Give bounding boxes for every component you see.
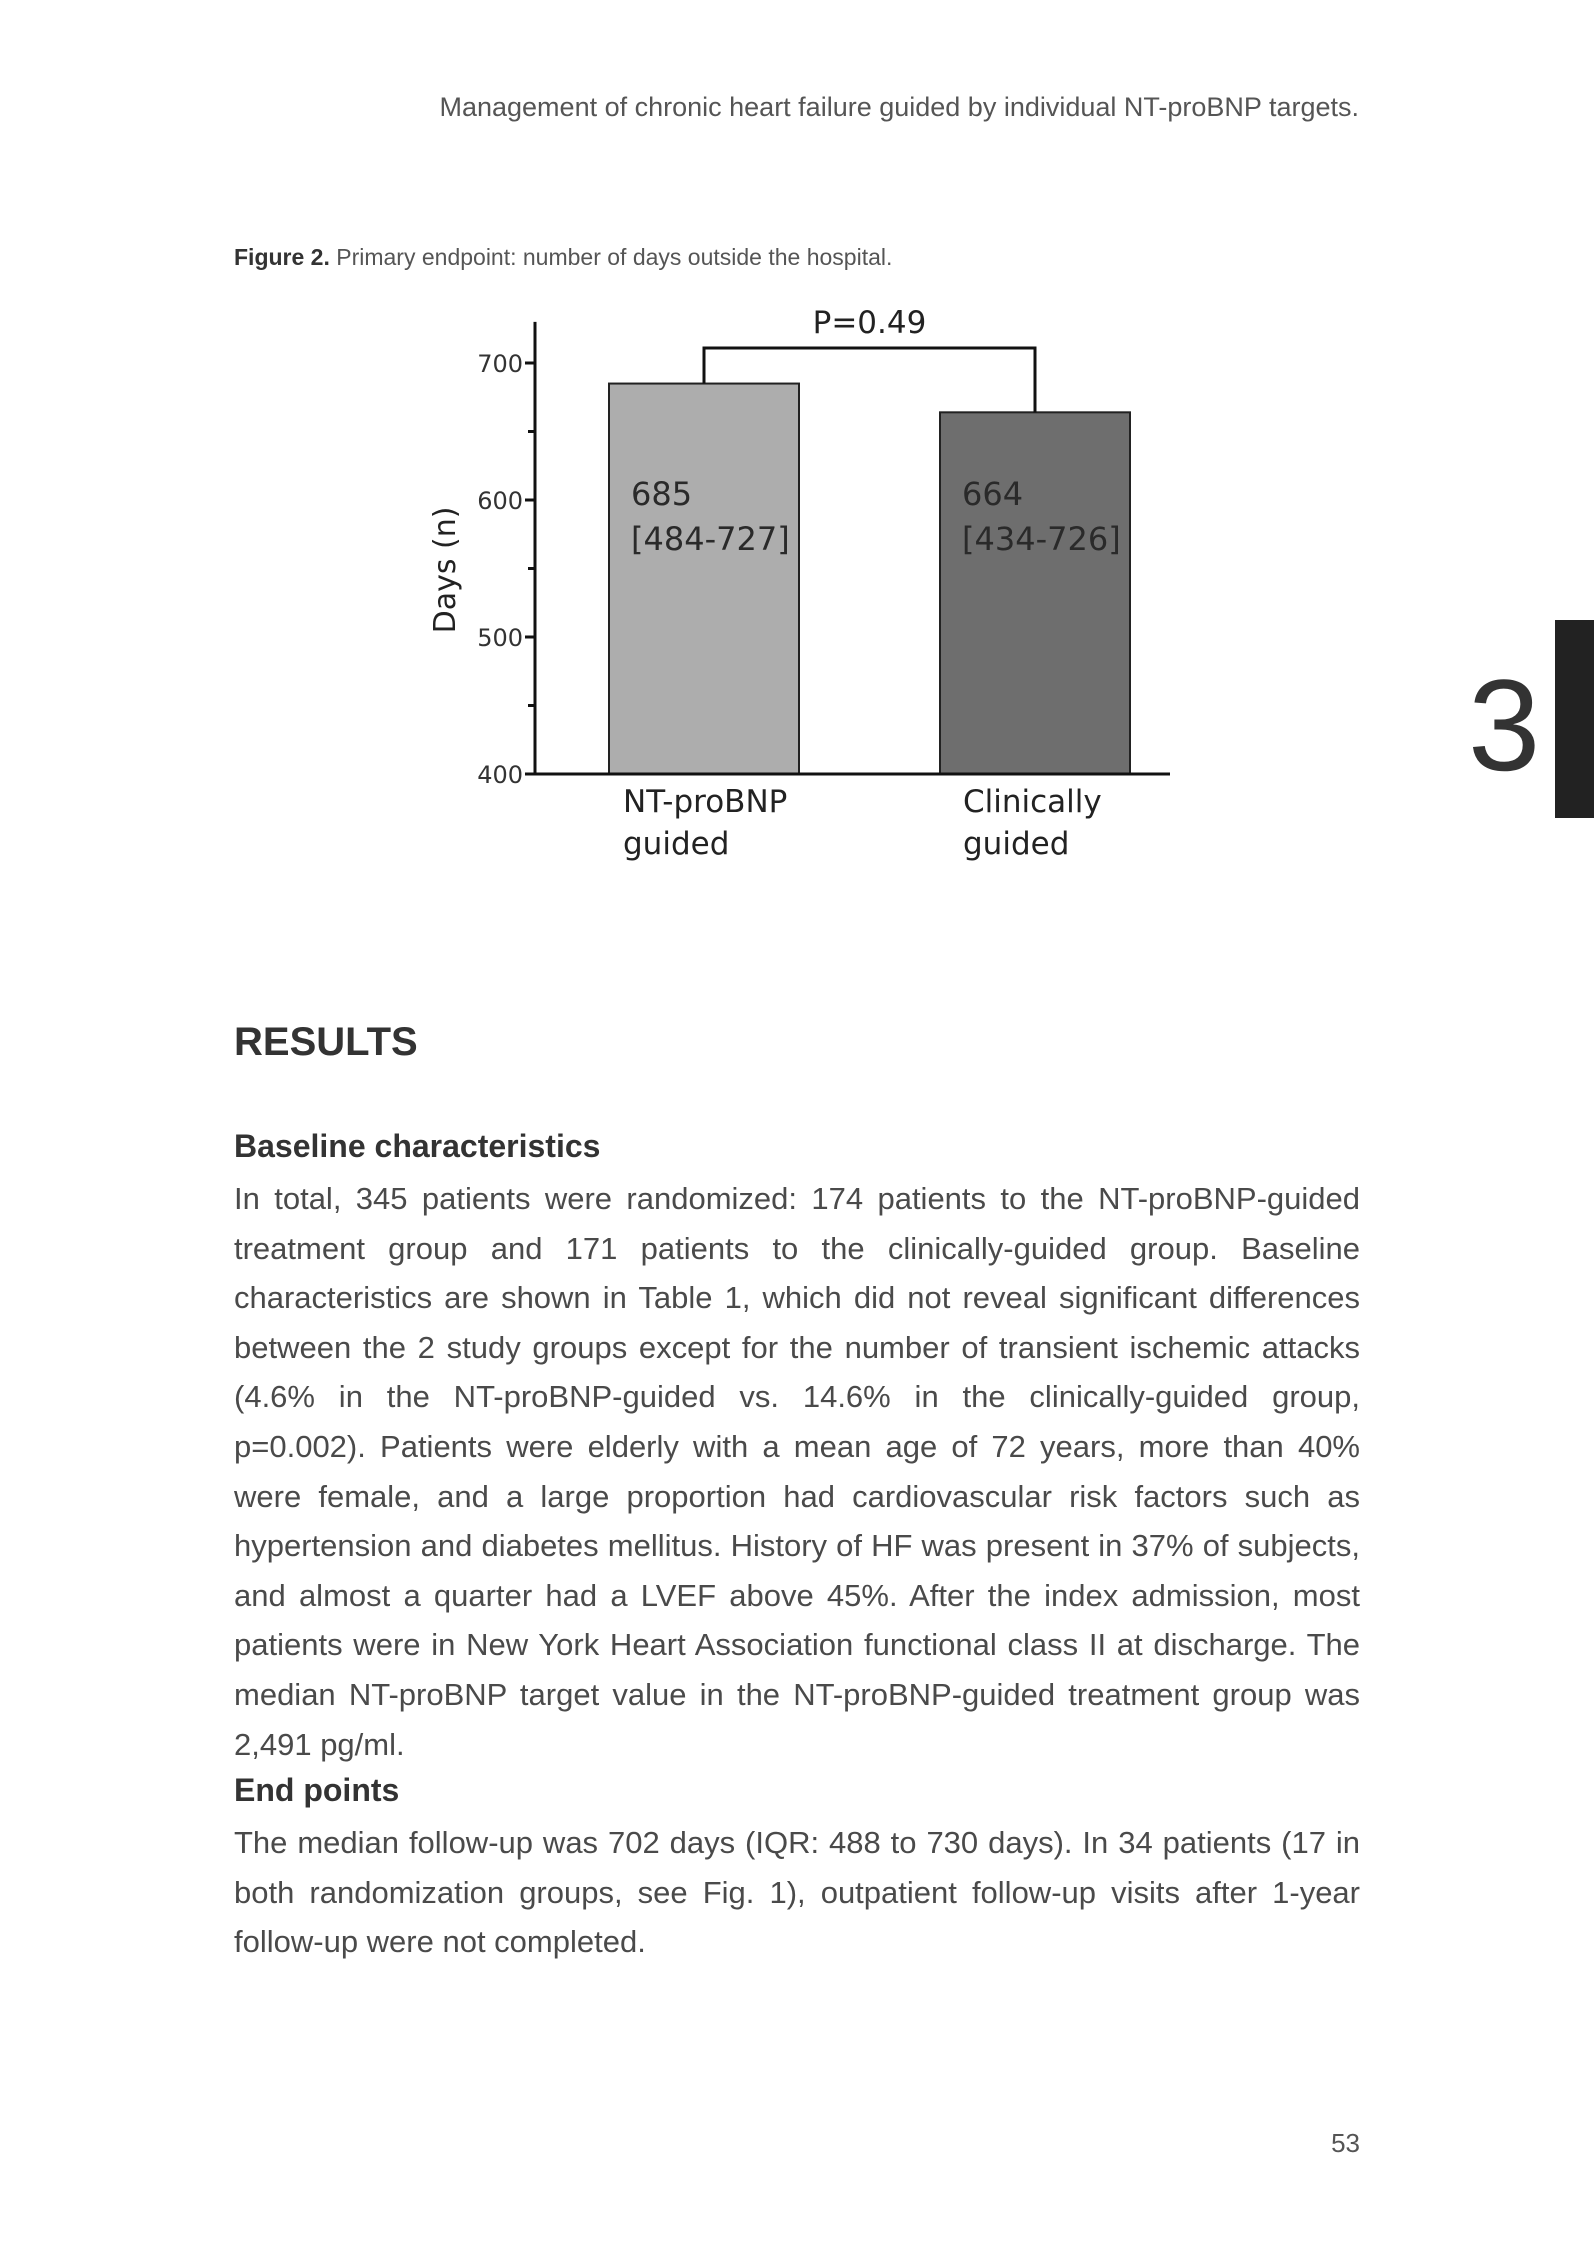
y-tick-label-700: 700: [477, 350, 523, 378]
endpoints-paragraph: The median follow-up was 702 days (IQR: 488 to 730 days). In 34 patients (17 in both randomization groups, see Fig. 1), outpatient follow-up visits after 1-year follow-up were not completed.: [234, 1825, 1360, 1960]
x-tick-label-0-0: NT-proBNP: [623, 784, 788, 820]
figure-caption-text: Primary endpoint: number of days outside the hospital.: [336, 244, 893, 270]
page-number: 53: [1331, 2128, 1360, 2158]
data-label-1-0: 664: [962, 475, 1024, 513]
bar-1: [940, 412, 1130, 774]
figure-label: Figure 2.: [234, 244, 330, 270]
p-value-annotation: P=0.49: [812, 305, 927, 341]
bar-chart: [0, 0, 1594, 900]
section-title-results: RESULTS: [234, 1020, 418, 1064]
bar-0: [609, 384, 799, 774]
running-header: Management of chronic heart failure guided by individual NT-proBNP targets.: [439, 92, 1359, 122]
x-tick-label-1-0: Clinically: [963, 784, 1102, 820]
baseline-heading: Baseline characteristics: [234, 1128, 601, 1164]
y-axis-label: Days (n): [428, 506, 463, 634]
chapter-number: 3: [1468, 652, 1541, 798]
baseline-paragraph: In total, 345 patients were randomized: 174 patients to the NT-proBNP-guided treatment group and 171 patients to the clinically-guided group. Baseline characteristics are shown in Table 1, which did not reveal significant differences between the 2 study groups except for the number of transient ischemic attacks (4.6% in the NT-proBNP-guided vs. 14.6% in the clinically-guided group, p=0.002). Patients were elderly with a mean age of 72 years, more than 40% were female, and a large proportion had cardiovascular risk factors such as hypertension and diabetes mellitus. History of HF was present in 37% of subjects, and almost a quarter had a LVEF above 45%. After the index admission, most patients were in New York Heart Association functional class II at discharge. The median NT-proBNP target value in the NT-proBNP-guided treatment group was 2,491 pg/ml.: [234, 1181, 1360, 1762]
y-tick-label-500: 500: [477, 624, 523, 652]
chapter-tab: [1555, 620, 1594, 818]
data-label-0-0: 685: [631, 475, 693, 513]
x-tick-label-0-1: guided: [623, 826, 730, 862]
data-label-1-1: [434-726]: [962, 520, 1121, 558]
x-tick-label-1-1: guided: [963, 826, 1070, 862]
y-tick-label-400: 400: [477, 761, 523, 789]
data-label-0-1: [484-727]: [631, 520, 790, 558]
endpoints-heading: End points: [234, 1772, 400, 1808]
y-tick-label-600: 600: [477, 487, 523, 515]
